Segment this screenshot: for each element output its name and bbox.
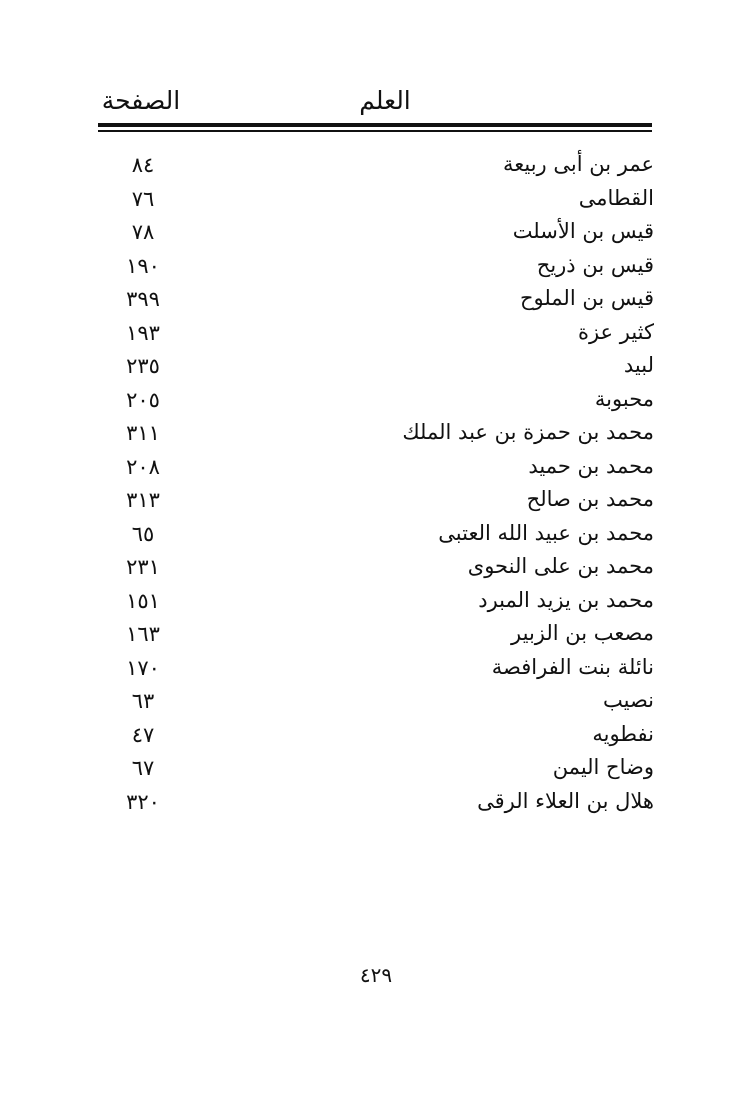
index-row	[98, 215, 654, 249]
entry-name: القطامى	[578, 185, 654, 210]
entry-name: نصيب	[602, 688, 654, 712]
index-row	[98, 383, 654, 417]
entry-page: ١٩٠	[126, 253, 160, 278]
column-header-page: الصفحة	[101, 86, 181, 115]
header-rule-thin	[98, 130, 652, 132]
entry-page: ١٧٠	[126, 655, 160, 680]
index-row	[98, 517, 654, 551]
entry-name: مصعب بن الزبير	[511, 621, 654, 645]
entry-name: محمد بن على النحوى	[467, 554, 654, 578]
index-row	[98, 148, 654, 182]
entry-page: ٢٣١	[126, 555, 160, 579]
entry-page: ٨٤	[131, 153, 155, 177]
entry-name: كثير عزة	[577, 319, 654, 344]
index-row	[98, 617, 654, 651]
entry-page: ٦٣	[131, 689, 155, 713]
entry-name: قيس بن الملوح	[519, 286, 654, 310]
index-row	[98, 349, 654, 383]
index-row	[98, 584, 654, 618]
column-header-name: العلم	[359, 86, 411, 115]
entry-name: هلال بن العلاء الرقى	[477, 788, 654, 813]
entry-page: ١٦٣	[126, 622, 160, 646]
index-row	[98, 282, 654, 316]
entry-name: قيس بن الأسلت	[512, 219, 654, 243]
entry-name: محمد بن عبيد الله العتبى	[438, 520, 654, 545]
entry-name: محمد بن حميد	[528, 453, 654, 478]
entry-name: محمد بن يزيد المبرد	[478, 587, 654, 612]
index-row	[98, 316, 654, 350]
index-row	[98, 550, 654, 584]
entry-page: ٤٧	[131, 722, 155, 747]
entry-page: ٢٠٥	[126, 387, 160, 412]
entry-page: ٢٣٥	[126, 354, 160, 378]
entry-name: عمر بن أبى ربيعة	[502, 152, 654, 176]
entry-page: ٦٧	[131, 756, 155, 780]
index-row	[98, 718, 654, 752]
entry-name: قيس بن ذريح	[536, 252, 654, 277]
entry-name: لبيد	[623, 353, 654, 377]
index-row	[98, 751, 654, 785]
index-row	[98, 785, 654, 819]
entry-page: ٣٩٩	[126, 287, 160, 311]
page-number: ٤٢٩	[359, 963, 393, 987]
entry-page: ٣١١	[126, 421, 160, 445]
entry-name: نفطويه	[592, 721, 654, 746]
entry-page: ٧٨	[131, 220, 155, 244]
entry-page: ٢٠٨	[126, 454, 160, 479]
entry-page: ٧٦	[131, 186, 155, 211]
entry-page: ١٩٣	[126, 320, 160, 345]
entry-name: محمد بن حمزة بن عبد الملك	[402, 420, 654, 444]
index-row	[98, 416, 654, 450]
entry-page: ٦٥	[131, 521, 155, 546]
index-list	[98, 148, 654, 818]
index-row	[98, 651, 654, 685]
index-row	[98, 249, 654, 283]
entry-name: محبوبة	[594, 386, 654, 411]
entry-name: وضاح اليمن	[552, 755, 654, 779]
entry-page: ٣٢٠	[126, 789, 160, 814]
index-row	[98, 483, 654, 517]
index-row	[98, 450, 654, 484]
entry-name: نائلة بنت الفرافصة	[491, 654, 654, 679]
header-rule-thick	[98, 123, 652, 127]
index-row	[98, 684, 654, 718]
entry-name: محمد بن صالح	[526, 487, 654, 511]
entry-page: ١٥١	[126, 588, 160, 613]
entry-page: ٣١٣	[126, 488, 160, 512]
index-row	[98, 182, 654, 216]
